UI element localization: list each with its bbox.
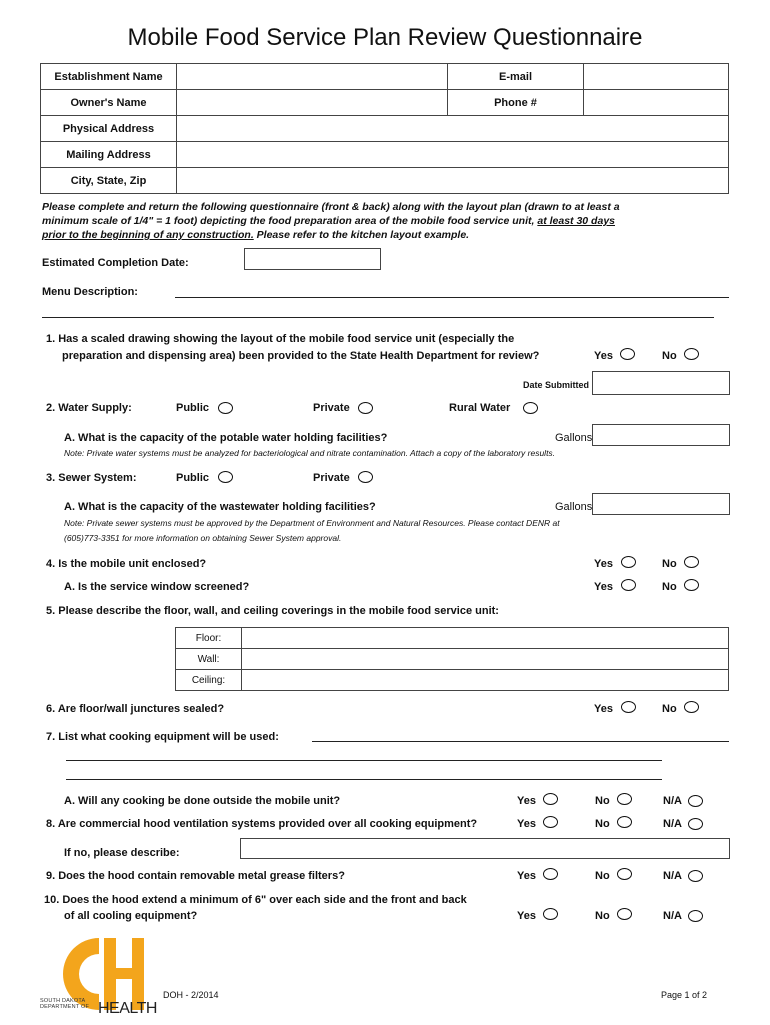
- q6-no-label: No: [662, 703, 677, 715]
- q3-label: 3. Sewer System:: [46, 472, 137, 484]
- q1-no-radio[interactable]: [684, 348, 699, 360]
- q7a-label: A. Will any cooking be done outside the mobile unit?: [64, 795, 341, 807]
- floor-label: Floor:: [176, 628, 242, 649]
- q8-no-label: No: [595, 818, 610, 830]
- q3-gallons-field[interactable]: [592, 493, 730, 515]
- q2-public-label: Public: [176, 402, 210, 414]
- mailing-address-label: Mailing Address: [41, 142, 177, 168]
- instructions-deadline: at least 30 days: [537, 215, 615, 227]
- phone-field[interactable]: [584, 90, 729, 116]
- q4-no-radio[interactable]: [684, 556, 699, 568]
- q8-yes-label: Yes: [517, 818, 536, 830]
- q3-note-1: Note: Private sewer systems must be approved by the Department of Environment and Natural Resources. Please contact DENR at: [64, 518, 560, 528]
- q6-yes-label: Yes: [594, 703, 613, 715]
- physical-address-field[interactable]: [177, 116, 729, 142]
- q7-line-3[interactable]: [66, 779, 662, 780]
- q2-gallons-label: Gallons: [555, 432, 593, 444]
- q6-label: 6. Are floor/wall junctures sealed?: [46, 703, 225, 715]
- q7a-na-radio[interactable]: [688, 795, 703, 807]
- establishment-info-table: [40, 63, 729, 194]
- establishment-name-label: Establishment Name: [41, 64, 177, 90]
- q8-describe-field[interactable]: [240, 838, 730, 859]
- q4-yes-label: Yes: [594, 558, 613, 570]
- q9-no-radio[interactable]: [617, 868, 632, 880]
- q6-no-radio[interactable]: [684, 701, 699, 713]
- q10-line-2: of all cooling equipment?: [64, 910, 198, 922]
- q2-label: 2. Water Supply:: [46, 402, 132, 414]
- q7-line-1[interactable]: [312, 741, 729, 742]
- q3-public-radio[interactable]: [218, 471, 233, 483]
- q3-private-radio[interactable]: [358, 471, 373, 483]
- q7-label: 7. List what cooking equipment will be used:: [46, 731, 279, 743]
- q9-yes-label: Yes: [517, 870, 536, 882]
- q8-if-no-label: If no, please describe:: [64, 847, 180, 859]
- floor-field[interactable]: [242, 628, 729, 649]
- physical-address-label: Physical Address: [41, 116, 177, 142]
- menu-description-line[interactable]: [175, 297, 729, 298]
- q2-public-radio[interactable]: [218, 402, 233, 414]
- q2-private-label: Private: [313, 402, 350, 414]
- q1-yes-label: Yes: [594, 350, 613, 362]
- q4a-yes-radio[interactable]: [621, 579, 636, 591]
- q10-na-label: N/A: [663, 910, 682, 922]
- logo-health-text: HEALTH: [98, 1000, 157, 1017]
- q3-public-label: Public: [176, 472, 210, 484]
- menu-description-line-2[interactable]: [42, 317, 714, 318]
- ceiling-field[interactable]: [242, 670, 729, 691]
- q7a-no-radio[interactable]: [617, 793, 632, 805]
- instructions-text: minimum scale of 1/4" = 1 foot) depicting the food preparation area of the mobile food service unit,: [42, 215, 538, 227]
- sd-health-logo: [40, 934, 157, 1020]
- q3a-label: A. What is the capacity of the wastewater holding facilities?: [64, 501, 376, 513]
- q6-yes-radio[interactable]: [621, 701, 636, 713]
- q2a-label: A. What is the capacity of the potable water holding facilities?: [64, 432, 388, 444]
- establishment-name-field[interactable]: [177, 64, 448, 90]
- coverings-table: [175, 627, 729, 691]
- estimated-completion-label: Estimated Completion Date:: [42, 257, 189, 269]
- q4a-yes-label: Yes: [594, 581, 613, 593]
- menu-description-label: Menu Description:: [42, 286, 138, 298]
- q2-note: Note: Private water systems must be analyzed for bacteriological and nitrate contamination. Attach a copy of the laboratory results.: [64, 448, 556, 458]
- ceiling-label: Ceiling:: [176, 670, 242, 691]
- email-label: E-mail: [448, 64, 584, 90]
- q9-na-label: N/A: [663, 870, 682, 882]
- q9-label: 9. Does the hood contain removable metal grease filters?: [46, 870, 345, 882]
- q4-label: 4. Is the mobile unit enclosed?: [46, 558, 207, 570]
- q10-na-radio[interactable]: [688, 910, 703, 922]
- wall-label: Wall:: [176, 649, 242, 670]
- q2-rural-label: Rural Water: [449, 402, 511, 414]
- q3-private-label: Private: [313, 472, 350, 484]
- q9-yes-radio[interactable]: [543, 868, 558, 880]
- q5-label: 5. Please describe the floor, wall, and ceiling coverings in the mobile food service unit:: [46, 605, 499, 617]
- q10-no-radio[interactable]: [617, 908, 632, 920]
- q8-no-radio[interactable]: [617, 816, 632, 828]
- page-title: Mobile Food Service Plan Review Questionnaire: [127, 24, 643, 51]
- q1-yes-radio[interactable]: [620, 348, 635, 360]
- q2-gallons-field[interactable]: [592, 424, 730, 446]
- q4a-label: A. Is the service window screened?: [64, 581, 250, 593]
- email-field[interactable]: [584, 64, 729, 90]
- q4-no-label: No: [662, 558, 677, 570]
- q2-private-radio[interactable]: [358, 402, 373, 414]
- q1-no-label: No: [662, 350, 677, 362]
- q10-yes-radio[interactable]: [543, 908, 558, 920]
- phone-label: Phone #: [448, 90, 584, 116]
- estimated-completion-field[interactable]: [244, 248, 381, 270]
- owners-name-field[interactable]: [177, 90, 448, 116]
- instructions-construction: prior to the beginning of any construction.: [42, 229, 254, 241]
- q7a-no-label: No: [595, 795, 610, 807]
- q1-line-1: 1. Has a scaled drawing showing the layout of the mobile food service unit (especially the: [46, 333, 515, 345]
- instructions-line-2: [42, 215, 615, 227]
- q9-no-label: No: [595, 870, 610, 882]
- q3-note-2: (605)773-3351 for more information on obtaining Sewer System approval.: [64, 533, 342, 543]
- q9-na-radio[interactable]: [688, 870, 703, 882]
- city-state-zip-field[interactable]: [177, 168, 729, 194]
- q10-yes-label: Yes: [517, 910, 536, 922]
- mailing-address-field[interactable]: [177, 142, 729, 168]
- q7-line-2[interactable]: [66, 760, 662, 761]
- q3-gallons-label: Gallons: [555, 501, 593, 513]
- q7a-yes-radio[interactable]: [543, 793, 558, 805]
- q8-label: 8. Are commercial hood ventilation systems provided over all cooking equipment?: [46, 818, 478, 830]
- q10-line-1: 10. Does the hood extend a minimum of 6" over each side and the front and back: [44, 894, 467, 906]
- wall-field[interactable]: [242, 649, 729, 670]
- q4-yes-radio[interactable]: [621, 556, 636, 568]
- date-submitted-field[interactable]: [592, 371, 730, 395]
- form-code: DOH - 2/2014: [163, 990, 219, 1000]
- q8-na-radio[interactable]: [688, 818, 703, 830]
- instructions-line-1: Please complete and return the following questionnaire (front & back) along with the layout plan (drawn to at least a: [42, 201, 620, 213]
- q2-rural-radio[interactable]: [523, 402, 538, 414]
- owners-name-label: Owner's Name: [41, 90, 177, 116]
- q8-na-label: N/A: [663, 818, 682, 830]
- date-submitted-label: Date Submitted: [523, 380, 590, 390]
- q8-yes-radio[interactable]: [543, 816, 558, 828]
- q10-no-label: No: [595, 910, 610, 922]
- instructions-line-3: [42, 229, 469, 241]
- q1-line-2: preparation and dispensing area) been provided to the State Health Department for review?: [62, 350, 540, 362]
- q7a-na-label: N/A: [663, 795, 682, 807]
- q7a-yes-label: Yes: [517, 795, 536, 807]
- city-state-zip-label: City, State, Zip: [41, 168, 177, 194]
- instructions-refer: Please refer to the kitchen layout example.: [253, 229, 470, 241]
- page-number: Page 1 of 2: [661, 990, 708, 1000]
- q4a-no-label: No: [662, 581, 677, 593]
- logo-dept-text: SOUTH DAKOTA DEPARTMENT OF: [40, 998, 90, 1010]
- q4a-no-radio[interactable]: [684, 579, 699, 591]
